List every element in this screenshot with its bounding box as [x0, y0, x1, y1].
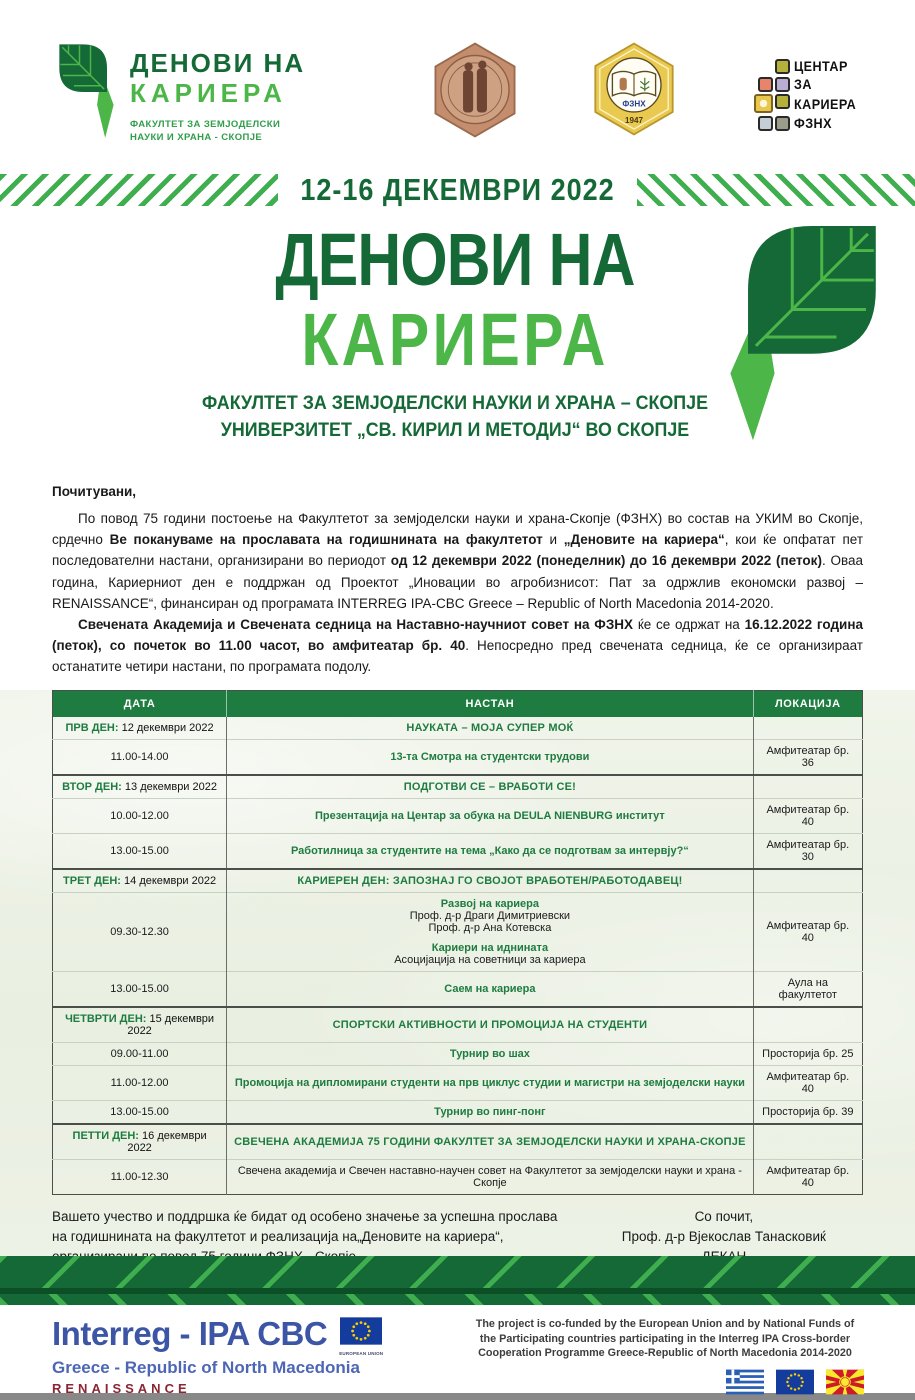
north-macedonia-flag-icon [826, 1369, 864, 1400]
dean-name: Проф. д-р Вјекослав Танасковиќ [621, 1228, 826, 1244]
career-center-logo [746, 40, 863, 131]
interreg-subtitle: Greece - Republic of North Macedonia [52, 1358, 360, 1378]
event-row [53, 739, 863, 775]
event-description: Турнир во пинг-понг [227, 1100, 754, 1124]
event-time: 11.00-12.00 [110, 1076, 169, 1089]
event-row [53, 1100, 863, 1124]
project-name: RENAISSANCE [52, 1381, 191, 1397]
eu-flag-icon-small [776, 1369, 814, 1400]
event-description: Презентација на Центар за обука на DEULA NIENBURG институт [227, 798, 754, 833]
event-description: Турнир во шах [227, 1042, 754, 1065]
faculty-seal-year: 1947 [624, 115, 643, 125]
event-row [53, 971, 863, 1007]
career-square-icon [775, 94, 790, 109]
day-title: СПОРТСКИ АКТИВНОСТИ И ПРОМОЦИЈА НА СТУДЕНТИ [227, 1007, 754, 1043]
event-location: Амфитеатар бр. 40 [753, 1159, 862, 1194]
flags-row [460, 1369, 870, 1400]
event-time: 09.30-12.30 [110, 925, 169, 938]
event-location: Амфитеатар бр. 30 [753, 833, 862, 869]
event-location: Амфитеатар бр. 36 [753, 739, 862, 775]
interreg-title: Interreg - IPA CBC [52, 1315, 328, 1353]
university-seal-icon [429, 40, 521, 145]
career-square-icon [775, 59, 790, 74]
career-logo-row [746, 58, 863, 74]
program-section [0, 690, 915, 1286]
event-location: Просторија бр. 39 [753, 1100, 862, 1124]
day-label: ЧЕТВРТИ ДЕН: [65, 1012, 147, 1025]
greeting: Почитувани, [52, 484, 137, 499]
career-logo-row [746, 76, 863, 92]
day-header-row: ЧЕТВРТИ ДЕН: 15 декември 2022 СПОРТСКИ АКТИВНОСТИ И ПРОМОЦИЈА НА СТУДЕНТИ [53, 1007, 863, 1043]
eu-flag-icon [340, 1317, 382, 1350]
event-row [53, 1065, 863, 1100]
day-title: ПОДГОТВИ СЕ – ВРАБОТИ СЕ! [227, 775, 754, 799]
event-time: 13.00-15.00 [110, 1105, 169, 1118]
career-square-icon [775, 116, 790, 131]
career-logo-label: КАРИЕРА [793, 95, 857, 112]
hero [0, 220, 915, 472]
day-header-row: ВТОР ДЕН: 13 декември 2022 ПОДГОТВИ СЕ – ВРАБОТИ СЕ! [53, 775, 863, 799]
event-time: 11.00-12.30 [110, 1170, 169, 1183]
event-location: Аула на факултетот [753, 971, 862, 1007]
main-title-line1: ДЕНОВИ НА [275, 218, 635, 301]
cofunding-statement: The project is co-funded by the European Union and by National Funds of the Participating countries participating in the Interreg IPA Cross-border Cooperation Programme Greece-Republic of North Macedonia 2014-2020 [460, 1317, 870, 1400]
leaf-tie-icon-large [707, 226, 907, 457]
faculty-seal-icon [589, 40, 679, 143]
event-location: Амфитеатар бр. 40 [753, 892, 862, 971]
day-title: НАУКАТА – МОЈА СУПЕР МОЌ [227, 717, 754, 740]
event-description: Работилница за студентите на тема „Како да се подготвам за интервју?“ [227, 833, 754, 869]
interreg-logo [52, 1317, 383, 1396]
career-emblem-icon [754, 94, 773, 113]
day-title: КАРИЕРЕН ДЕН: ЗАПОЗНАЈ ГО СВОЈОТ ВРАБОТЕН/РАБОТОДАВЕЦ! [227, 869, 754, 893]
regards: Со почит, [694, 1208, 754, 1224]
hatch-stripes-left [0, 174, 278, 206]
column-header: ЛОКАЦИЈА [753, 690, 862, 717]
event-dates: 12-16 ДЕКЕМВРИ 2022 [300, 172, 615, 207]
career-square-icon [758, 77, 773, 92]
event-row [53, 798, 863, 833]
career-square-icon [775, 77, 790, 92]
career-logo-label: ФЗНХ [793, 115, 832, 131]
event-time: 09.00-11.00 [110, 1047, 169, 1060]
date-banner [0, 174, 915, 206]
closing-message: Вашето учество и поддршка ќе бидат од особено значење за успешна прослава на годишнината на факултетот и реализација на„Деновите на кариера“, [52, 1208, 558, 1244]
event-row [53, 1159, 863, 1194]
logo-subtitle: ФАКУЛТЕТ ЗА ЗЕМЈОДЕЛСКИ НАУКИ И ХРАНА - СКОПЈЕ [130, 119, 281, 143]
event-row [53, 833, 863, 869]
leaf-tie-icon [52, 40, 118, 149]
header [0, 0, 915, 168]
event-time: 13.00-15.00 [110, 982, 169, 995]
eu-flag-block [339, 1317, 383, 1356]
hero-subtitle: ФАКУЛТЕТ ЗА ЗЕМЈОДЕЛСКИ НАУКИ И ХРАНА – СКОПЈЕ УНИВЕРЗИТЕТ „СВ. КИРИЛ И МЕТОДИЈ“ ВО СКОПЈЕ [202, 393, 708, 441]
event-description: Саем на кариера [227, 971, 754, 1007]
career-logo-label: ЦЕНТАР [793, 58, 848, 74]
day-label: ТРЕТ ДЕН: [63, 874, 121, 887]
column-header: НАСТАН [227, 690, 754, 717]
day-header-row: ПЕТТИ ДЕН: 16 декември 2022 СВЕЧЕНА АКАДЕМИЈА 75 ГОДИНИ ФАКУЛТЕТ ЗА ЗЕМЈОДЕЛСКИ НАУКИ И ХРАНА-СКОПЈЕ [53, 1124, 863, 1160]
event-location: Амфитеатар бр. 40 [753, 798, 862, 833]
event-time: 11.00-14.00 [110, 750, 169, 763]
main-title-line2: КАРИЕРА [301, 298, 609, 381]
event-description: Промоција на дипломирани студенти на прв циклус студии и магистри на земјоделски науки [227, 1065, 754, 1100]
invitation-paragraph: По повод 75 години постоење на Факултетот за земјоделски науки и храна-Скопје (ФЗНХ) во состав на УКИМ во Скопје, срдечно Ве покануваме на прославата на годишнината на факултетот и „Деновите на кариера“, кои ќе опфатат пет последователни настани, организирани во периодот од 12 декември 2022 (понеделник) до 16 декември 2022 (петок). Оваа година, Кариерниот ден е поддржан од Проектот „Иновации во агробизнисот: Пат за одржлив економски развој – RENAISSANCE“, финансиран од програмата INTERREG IPA-CBC Greece – Republic of North Macedonia 2014-2020. [52, 511, 863, 611]
faculty-career-days-logo [52, 40, 362, 149]
event-row [53, 1042, 863, 1065]
logo-title-line2: КАРИЕРА [130, 78, 287, 108]
logo-title-line1: ДЕНОВИ НА [130, 48, 306, 78]
event-description: Свечена академија и Свечен наставно-научен совет на Факултетот за земјоделски науки и храна - Скопје [227, 1159, 754, 1194]
faculty-seal-abbr: ФЗНХ [621, 99, 646, 109]
event-time: 10.00-12.00 [110, 809, 169, 822]
day-label: ПРВ ДЕН: [65, 721, 119, 734]
logo-text [130, 40, 305, 149]
day-label: ВТОР ДЕН: [62, 780, 122, 793]
career-logo-row [746, 94, 863, 113]
eu-flag-label: EUROPEAN UNION [339, 1351, 384, 1357]
event-time: 13.00-15.00 [110, 844, 169, 857]
event-description: Развој на кариера Проф. д-р Драги Димитриевски Проф. д-р Ана Котевска Кариери на иднината Асоцијација на советници за кариера [227, 892, 754, 971]
event-description: 13-та Смотра на студентски трудови [227, 739, 754, 775]
column-header: ДАТА [53, 690, 227, 717]
career-logo-row [746, 115, 863, 131]
invitation-paragraph: Свечената Академија и Свечената седница на Наставно-научниот совет на ФЗНХ ќе се одржат на 16.12.2022 година (петок), со почеток во 11.00 часот, во амфитеатар бр. 40. Непосредно пред свечената седница, ќе се организираат останатите четири настани, по програмата подолу. [52, 616, 863, 675]
day-header-row: ТРЕТ ДЕН: 14 декември 2022 КАРИЕРЕН ДЕН: ЗАПОЗНАЈ ГО СВОЈОТ ВРАБОТЕН/РАБОТОДАВЕЦ! [53, 869, 863, 893]
event-location: Просторија бр. 25 [753, 1042, 862, 1065]
day-label: ПЕТТИ ДЕН: [72, 1129, 139, 1142]
hatch-stripes-right [637, 174, 915, 206]
career-square-icon [758, 116, 773, 131]
day-header-row: ПРВ ДЕН: 12 декември 2022 НАУКАТА – МОЈА СУПЕР МОЌ [53, 717, 863, 740]
invitation-paragraphs [52, 508, 863, 678]
event-location: Амфитеатар бр. 40 [753, 1065, 862, 1100]
greece-flag-icon [726, 1369, 764, 1400]
stripe-band-bottom [0, 1256, 915, 1294]
career-logo-label: ЗА [793, 76, 812, 92]
invitation-text [0, 472, 915, 678]
event-row [53, 892, 863, 971]
table-header-row [53, 690, 863, 717]
footer [0, 1305, 915, 1397]
day-title: СВЕЧЕНА АКАДЕМИЈА 75 ГОДИНИ ФАКУЛТЕТ ЗА ЗЕМЈОДЕЛСКИ НАУКИ И ХРАНА-СКОПЈЕ [227, 1124, 754, 1160]
program-table [52, 690, 863, 1195]
